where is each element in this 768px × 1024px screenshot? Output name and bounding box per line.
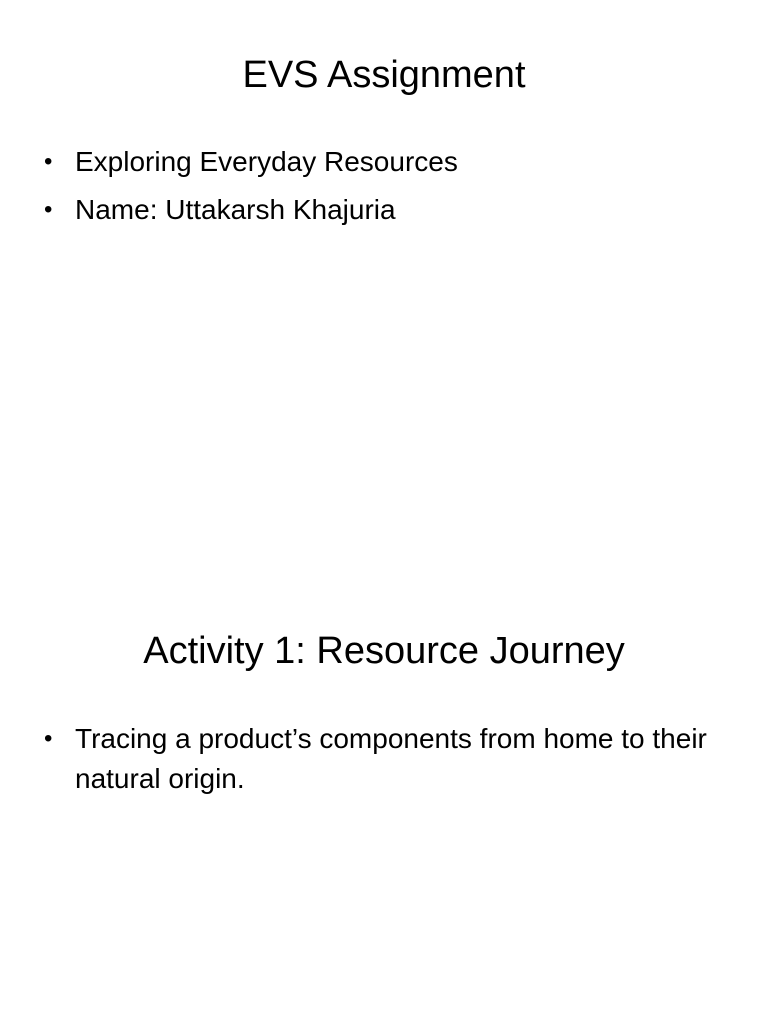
bullet-dot-icon: • [44, 148, 53, 175]
bullet-item [44, 142, 734, 182]
slide-title: Activity 1: Resource Journey [143, 630, 625, 672]
slide-title: EVS Assignment [242, 54, 526, 96]
slide-2 [0, 576, 768, 1024]
bullet-text: Name: Uttakarsh Khajuria [75, 194, 396, 225]
bullet-dot-icon: • [44, 196, 53, 223]
bullet-text: Tracing a product’s components from home to their natural origin. [75, 723, 707, 794]
bullet-list [44, 142, 734, 238]
bullet-dot-icon: • [44, 725, 53, 752]
bullet-list [44, 719, 734, 807]
bullet-item [44, 190, 734, 230]
bullet-text: Exploring Everyday Resources [75, 146, 458, 177]
bullet-item [44, 719, 734, 799]
